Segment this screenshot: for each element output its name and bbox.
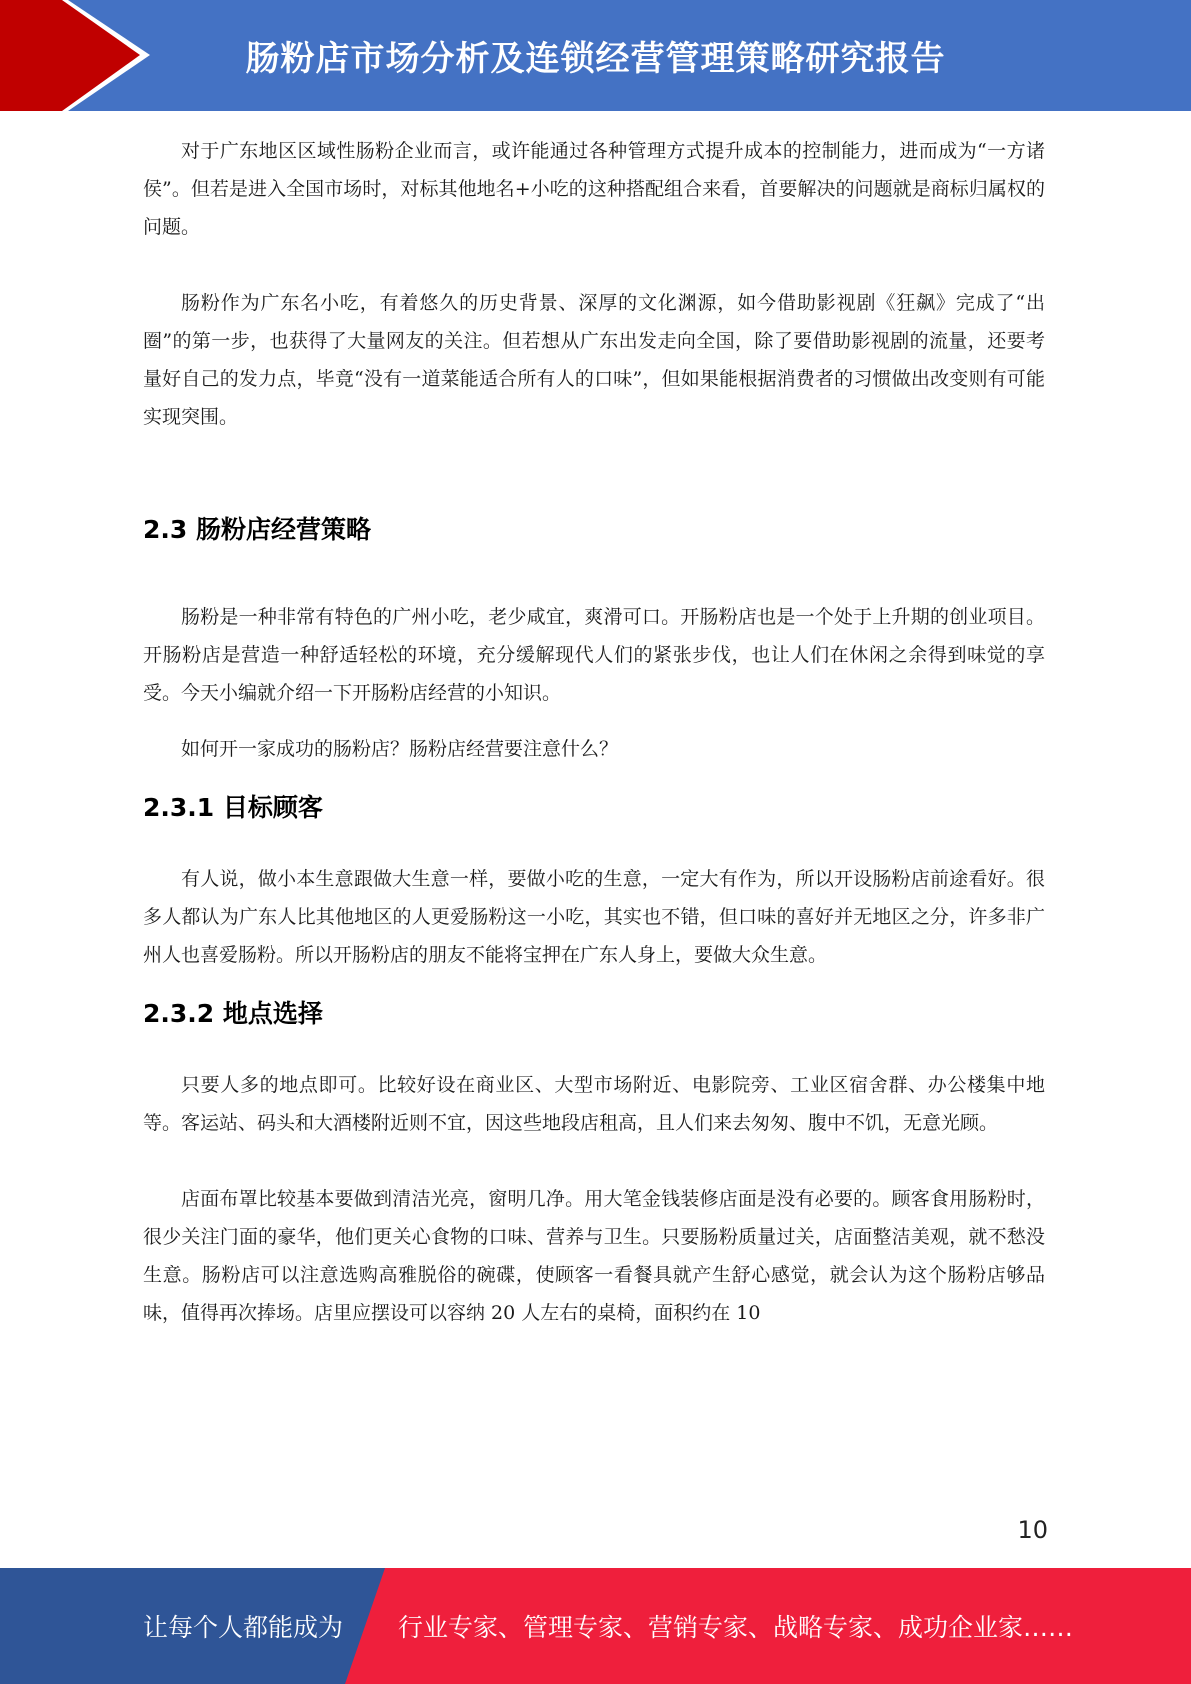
document-title: 肠粉店市场分析及连锁经营管理策略研究报告 — [245, 39, 946, 79]
page-header — [0, 0, 1191, 111]
section-heading-2-3-1: 2.3.1 目标顾客 — [143, 793, 323, 822]
section-heading-2-3-2: 2.3.2 地点选择 — [143, 999, 323, 1028]
paragraph: 肠粉作为广东名小吃，有着悠久的历史背景、深厚的文化渊源，如今借助影视剧《狂飙》完成了“出圈”的第一步，也获得了大量网友的关注。但若想从广东出发走向全国，除了要借助影视剧的流量，还要考量好自己的发力点，毕竟“没有一道菜能适合所有人的口味”，但如果能根据消费者的习惯做出改变则有可能实现突围。 — [143, 292, 1045, 428]
paragraph: 只要人多的地点即可。比较好设在商业区、大型市场附近、电影院旁、工业区宿舍群、办公楼集中地等。客运站、码头和大酒楼附近则不宜，因这些地段店租高，且人们来去匆匆、腹中不饥，无意光顾。 — [143, 1074, 1045, 1134]
section-heading-2-3: 2.3 肠粉店经营策略 — [143, 515, 371, 544]
page-content — [143, 132, 1045, 1332]
paragraph: 有人说，做小本生意跟做大生意一样，要做小吃的生意，一定大有作为，所以开设肠粉店前途看好。很多人都认为广东人比其他地区的人更爱肠粉这一小吃，其实也不错，但口味的喜好并无地区之分，许多非广州人也喜爱肠粉。所以开肠粉店的朋友不能将宝押在广东人身上，要做大众生意。 — [143, 868, 1045, 966]
footer-slogan-right: 行业专家、管理专家、营销专家、战略专家、成功企业家…… — [398, 1613, 1074, 1642]
header-arrow-decoration — [0, 0, 160, 111]
paragraph: 肠粉是一种非常有特色的广州小吃，老少咸宜，爽滑可口。开肠粉店也是一个处于上升期的创业项目。开肠粉店是营造一种舒适轻松的环境，充分缓解现代人们的紧张步伐，也让人们在休闲之余得到味觉的享受。今天小编就介绍一下开肠粉店经营的小知识。 — [143, 606, 1045, 704]
paragraph: 店面布罩比较基本要做到清洁光亮，窗明几净。用大笔金钱装修店面是没有必要的。顾客食用肠粉时，很少关注门面的豪华，他们更关心食物的口味、营养与卫生。只要肠粉质量过关，店面整洁美观，就不愁没生意。肠粉店可以注意选购高雅脱俗的碗碟，使顾客一看餐具就产生舒心感觉，就会认为这个肠粉店够品味，值得再次捧场。店里应摆设可以容纳 20 人左右的桌椅，面积约在 10 — [143, 1188, 1045, 1324]
page-footer — [0, 1568, 1191, 1684]
paragraph: 如何开一家成功的肠粉店？肠粉店经营要注意什么？ — [181, 738, 619, 760]
paragraph: 对于广东地区区域性肠粉企业而言，或许能通过各种管理方式提升成本的控制能力，进而成为“一方诸侯”。但若是进入全国市场时，对标其他地名+小吃的这种搭配组合来看，首要解决的问题就是商标归属权的问题。 — [143, 140, 1045, 238]
footer-slogan-left: 让每个人都能成为 — [143, 1613, 344, 1642]
page-number: 10 — [1017, 1516, 1048, 1544]
